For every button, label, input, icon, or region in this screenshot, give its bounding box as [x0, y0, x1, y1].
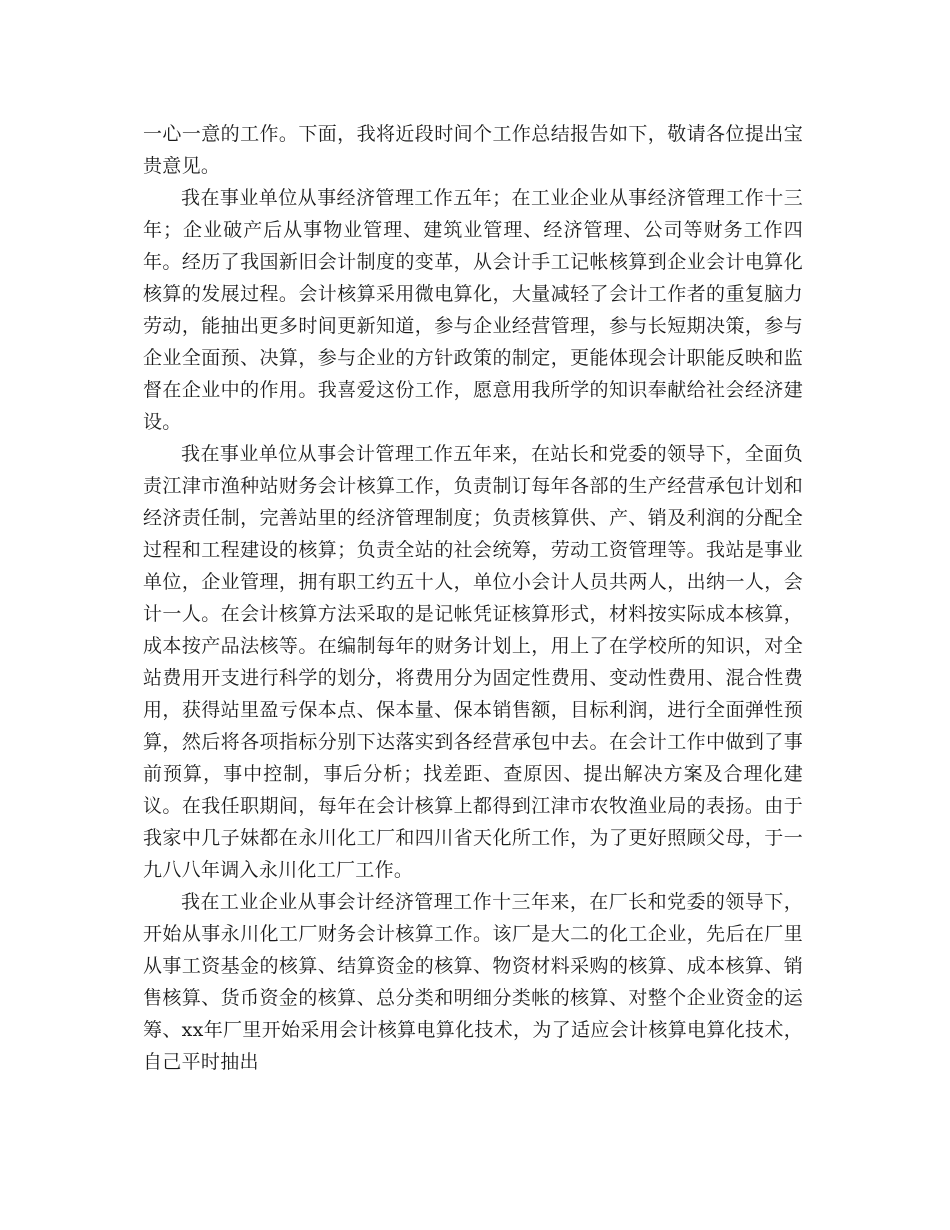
paragraph: 我在事业单位从事经济管理工作五年；在工业企业从事经济管理工作十三年；企业破产后从事物业管理、建筑业管理、经济管理、公司等财务工作四年。经历了我国新旧会计制度的变革，从会计手工记帐核算到企业会计电算化核算的发展过程。会计核算采用微电算化，大量减轻了会计工作者的重复脑力劳动，能抽出更多时间更新知道，参与企业经营管理，参与长短期决策，参与企业全面预、决算，参与企业的方针政策的制定，更能体现会计职能反映和监督在企业中的作用。我喜爱这份工作，愿意用我所学的知识奉献给社会经济建设。	[143, 187, 803, 433]
paragraph: 我在事业单位从事会计管理工作五年来，在站长和党委的领导下，全面负责江津市渔种站财务会计核算工作，负责制订每年各部的生产经营承包计划和经济责任制，完善站里的经济管理制度；负责核算供、产、销及利润的分配全过程和工程建设的核算；负责全站的社会统筹，劳动工资管理等。我站是事业单位，企业管理，拥有职工约五十人，单位小会计人员共两人，出纳一人，会计一人。在会计核算方法采取的是记帐凭证核算形式，材料按实际成本核算，成本按产品法核等。在编制每年的财务计划上，用上了在学校所的知识，对全站费用开支进行科学的划分，将费用分为固定性费用、变动性费用、混合性费用，获得站里盈亏保本点、保本量、保本销售额，目标利润，进行全面弹性预算，然后将各项指标分别下达落实到各经营承包中去。在会计工作中做到了事前预算，事中控制，事后分析；找差距、查原因、提出解决方案及合理化建议。在我任职期间，每年在会计核算上都得到江津市农牧渔业局的表扬。由于我家中几子妹都在永川化工厂和四川省天化所工作，为了更好照顾父母，于一九八八年调入永川化工厂工作。	[143, 443, 803, 881]
paragraph: 一心一意的工作。下面，我将近段时间个工作总结报告如下，敬请各位提出宝贵意见。	[143, 123, 803, 177]
paragraph: 我在工业企业从事会计经济管理工作十三年来，在厂长和党委的领导下，开始从事永川化工厂财务会计核算工作。该厂是大二的化工企业，先后在厂里从事工资基金的核算、结算资金的核算、物资材料采购的核算、成本核算、销售核算、货币资金的核算、总分类和明细分类帐的核算、对整个企业资金的运筹、xx年厂里开始采用会计核算电算化技术，为了适应会计核算电算化技术，自己平时抽出	[143, 891, 803, 1073]
document-body	[143, 118, 803, 1078]
